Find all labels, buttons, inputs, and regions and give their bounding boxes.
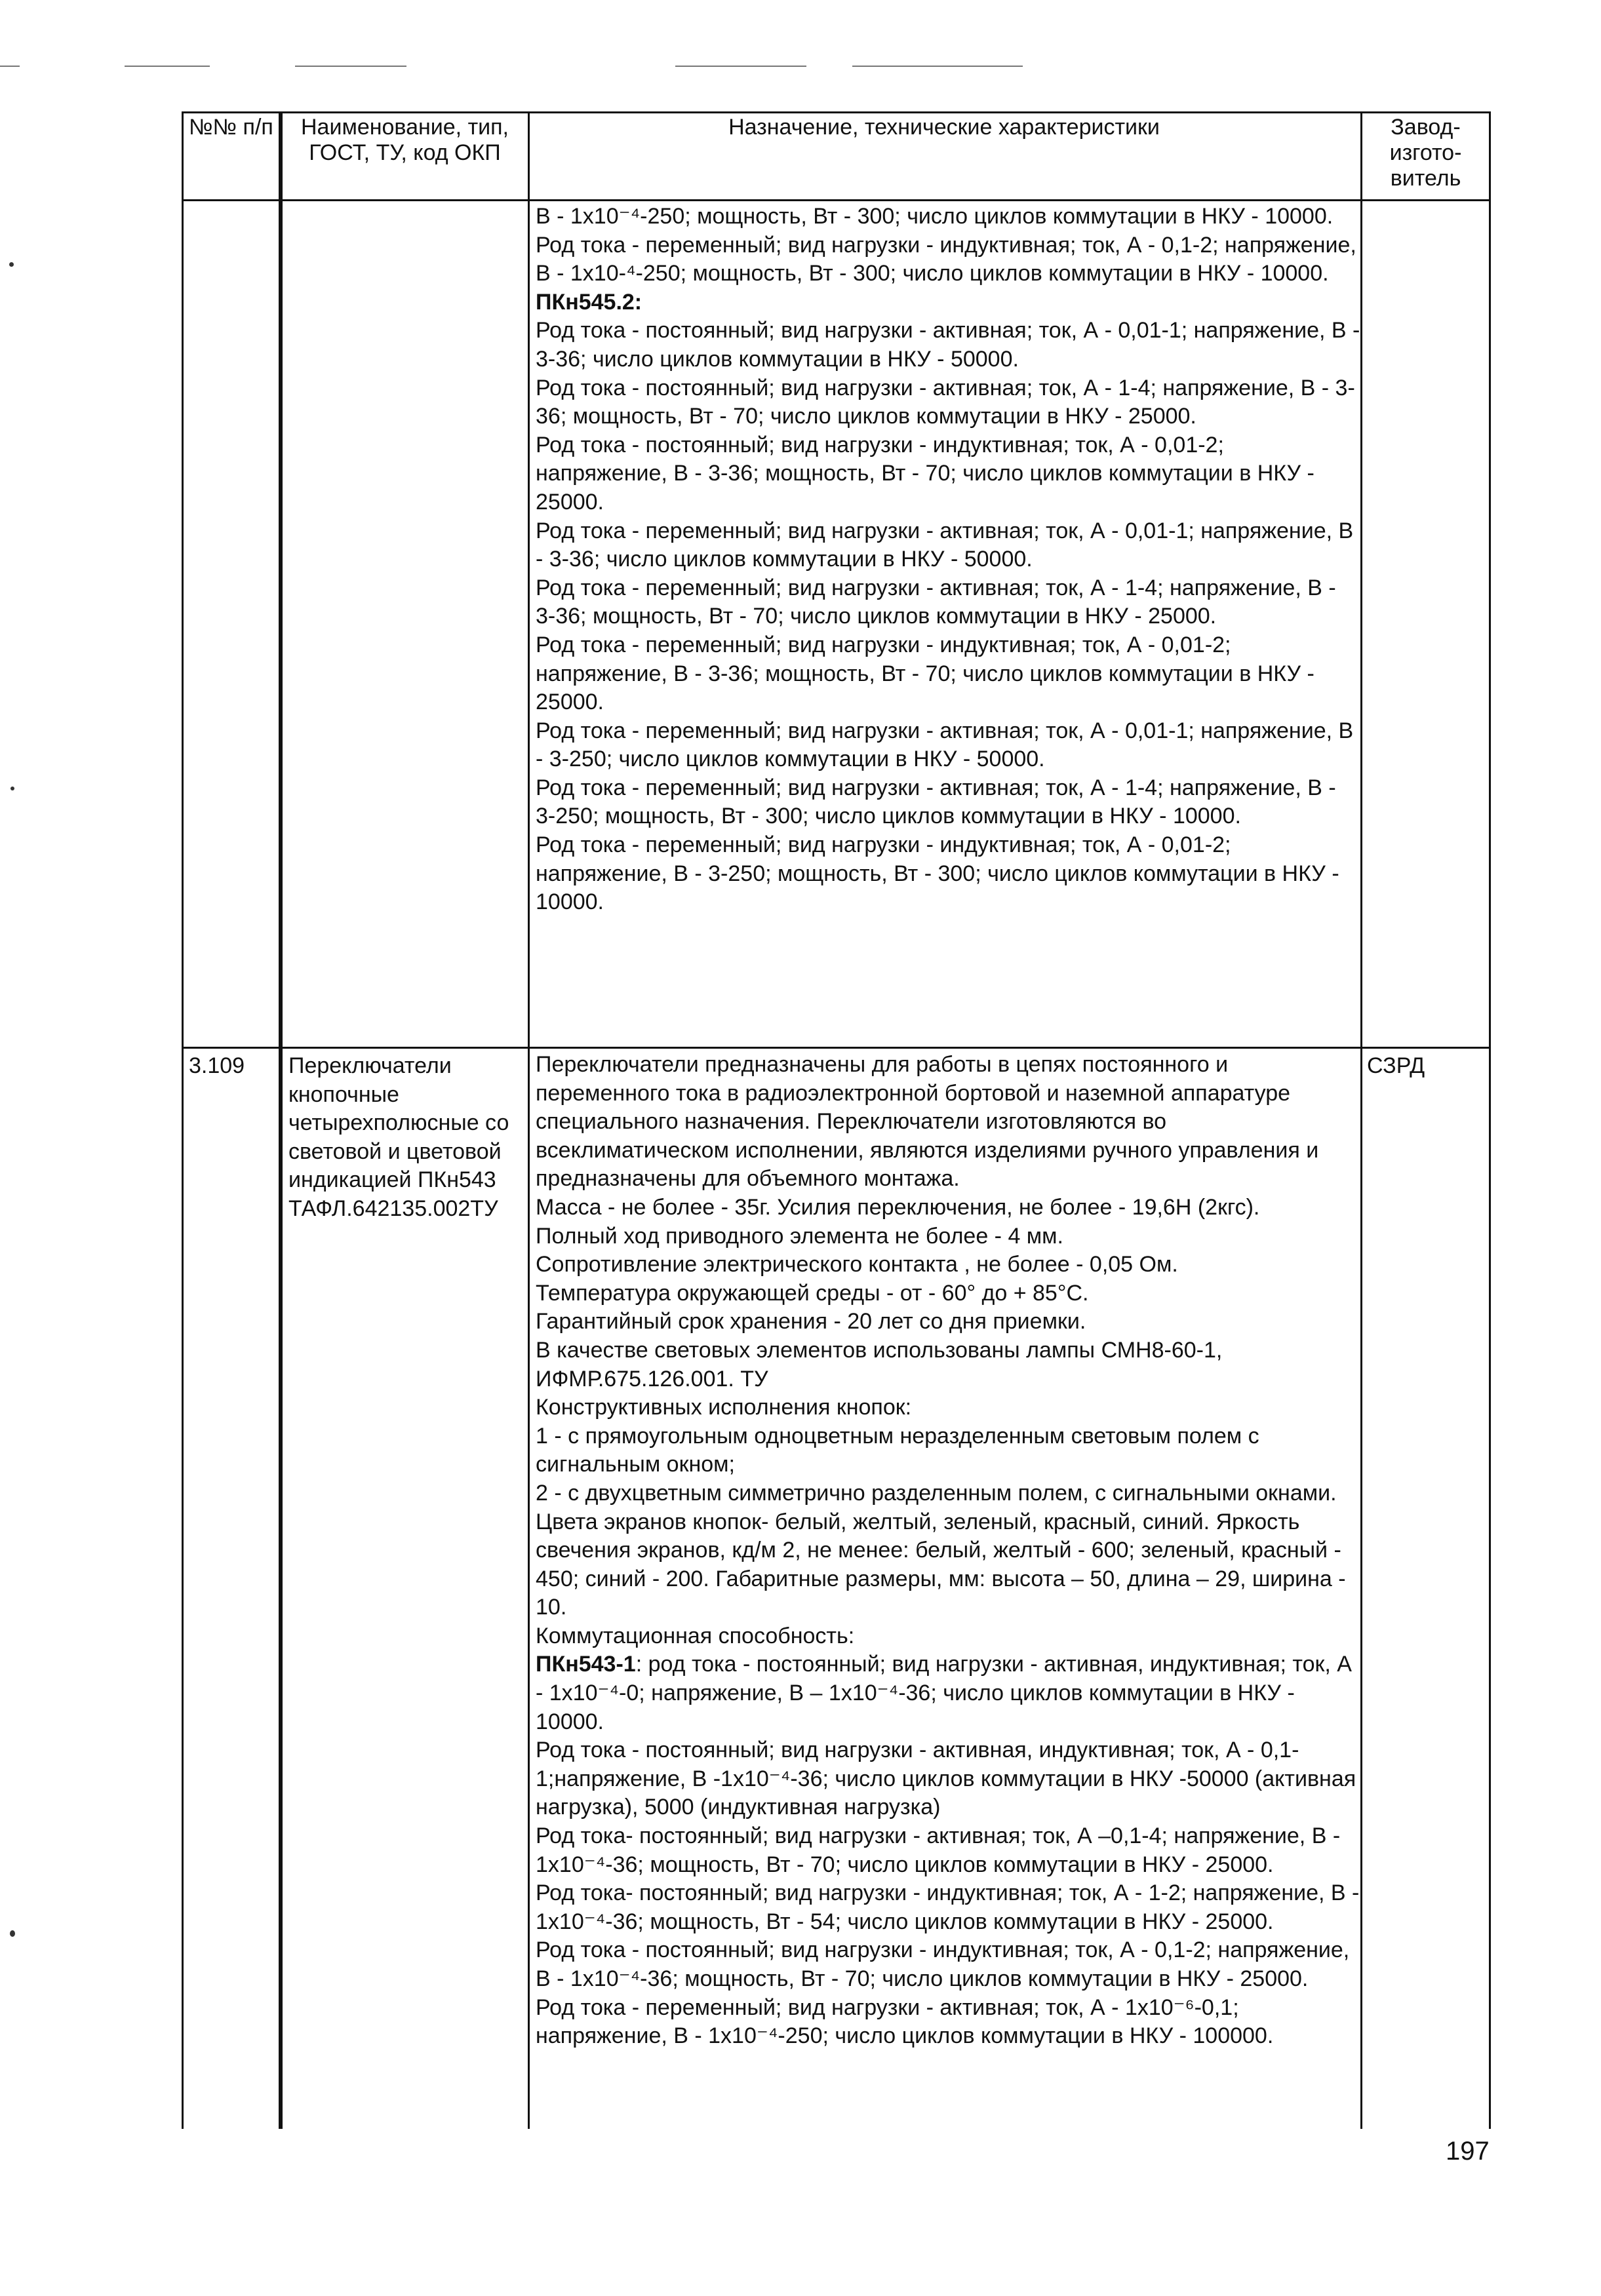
scan-speck — [10, 1930, 15, 1937]
variant-label: ПКн543-1 — [536, 1652, 636, 1677]
desc-paragraph: Род тока- постоянный; вид нагрузки - активная; ток, А –0,1-4; напряжение, В - 1х10⁻⁴-36; мощность, Вт - 70; число циклов коммутации в НКУ - 25000. — [536, 1823, 1341, 1877]
desc-paragraph: В качестве световых элементов использованы лампы СМН8-60-1, ИФМР.675.126.001. ТУ — [536, 1337, 1223, 1391]
desc-paragraph: Род тока - переменный; вид нагрузки - индуктивная; ток, А - 0,1-2; напряжение, В - 1х10-⁴-250; мощность, Вт - 300; число циклов коммутации в НКУ - 10000. — [536, 232, 1356, 286]
scan-artifact-line — [125, 66, 210, 67]
desc-paragraph: Род тока - постоянный; вид нагрузки - индуктивная; ток, А - 0,1-2; напряжение, В - 1х10⁻⁴-36; мощность, Вт - 70; число циклов коммутации в НКУ - 25000. — [536, 1937, 1350, 1991]
desc-paragraph: Род тока - переменный; вид нагрузки - активная; ток, А - 1-4; напряжение, В - 3-36; мощность, Вт - 70; число циклов коммутации в НКУ - 25000. — [536, 575, 1336, 629]
header-col-desc: Назначение, технические характеристики — [728, 115, 1160, 140]
scan-speck — [9, 262, 14, 267]
desc-paragraph: Конструктивных исполнения кнопок: — [536, 1395, 912, 1420]
desc-paragraph: Род тока - переменный; вид нагрузки - активная; ток, А - 0,01-1; напряжение, В - 3-250; число циклов коммутации в НКУ - 50000. — [536, 718, 1354, 772]
scan-artifact-line — [0, 66, 20, 67]
header-col-num: №№ п/п — [189, 115, 273, 140]
desc-paragraph: Род тока - переменный; вид нагрузки - активная; ток, А - 1х10⁻⁶-0,1; напряжение, В - 1х10⁻⁴-250; число циклов коммутации в НКУ - 100000. — [536, 1994, 1274, 2049]
desc-paragraph: Род тока - переменный; вид нагрузки - индуктивная; ток, А - 0,01-2; напряжение, В - 3-36; мощность, Вт - 70; число циклов коммутации в НКУ - 25000. — [536, 632, 1314, 715]
header-bottom-rule — [184, 199, 1489, 201]
scan-artifact-line — [675, 66, 806, 67]
scan-artifact-line — [852, 66, 1023, 67]
desc-paragraph: 1 - с прямоугольным одноцветным неразделенным световым полем с сигнальным окном; — [536, 1423, 1259, 1477]
desc-paragraph: Масса - не более - 35г. Усилия переключения, не более - 19,6Н (2кгс). — [536, 1194, 1260, 1220]
desc-paragraph: Род тока - переменный; вид нагрузки - индуктивная; ток, А - 0,01-2; напряжение, В - 3-250; мощность, Вт - 300; число циклов коммутации в НКУ - 10000. — [536, 832, 1339, 915]
desc-paragraph: Род тока - переменный; вид нагрузки - активная; ток, А - 0,01-1; напряжение, В - 3-36; число циклов коммутации в НКУ - 50000. — [536, 518, 1354, 572]
desc-paragraph: 2 - с двухцветным симметрично разделенным полем, с сигнальными окнами. Цвета экранов кнопок- белый, желтый, зеленый, красный, синий. Яркость свечения экранов, кд/м 2, не менее: белый, желтый - 600; зеленый, красный - 450; синий - 200. Габаритные размеры, мм: высота – 50, длина – 29, ширина - 10. — [536, 1480, 1346, 1620]
desc-paragraph: Полный ход приводного элемента не более - 4 мм. — [536, 1223, 1063, 1249]
desc-paragraph: Род тока - постоянный; вид нагрузки - активная, индуктивная; ток, А - 0,1-1;напряжение, В -1х10⁻⁴-36; число циклов коммутации в НКУ -50000 (активная нагрузка), 5000 (индуктивная нагрузка) — [536, 1738, 1356, 1820]
scan-speck — [10, 787, 14, 790]
row-divider — [184, 1047, 1489, 1049]
main-row-description — [536, 1051, 1362, 2051]
desc-paragraph: Род тока - постоянный; вид нагрузки - активная; ток, А - 1-4; напряжение, В - 3-36; мощность, Вт - 70; число циклов коммутации в НКУ - 25000. — [536, 375, 1355, 429]
spec-table — [182, 111, 1491, 2129]
row-number: 3.109 — [189, 1053, 245, 1078]
header-col-name: Наименование, тип, ГОСТ, ТУ, код ОКП — [300, 115, 509, 165]
desc-paragraph: Сопротивление электрического контакта , не более - 0,05 Ом. — [536, 1252, 1178, 1277]
page-number: 197 — [1446, 2137, 1490, 2166]
desc-paragraph: Род тока - постоянный; вид нагрузки - индуктивная; ток, А - 0,01-2; напряжение, В - 3-36; мощность, Вт - 70; число циклов коммутации в НКУ - 25000. — [536, 432, 1314, 515]
manufacturer: СЗРД — [1367, 1053, 1425, 1078]
header-col-maker: Завод-изгото-витель — [1389, 115, 1462, 191]
desc-paragraph: Гарантийный срок хранения - 20 лет со дня приемки. — [536, 1309, 1086, 1334]
col-divider — [528, 113, 530, 2129]
desc-paragraph: Род тока - постоянный; вид нагрузки - активная; ток, А - 0,01-1; напряжение, В - 3-36; число циклов коммутации в НКУ - 50000. — [536, 318, 1360, 372]
desc-paragraph: Род тока- постоянный; вид нагрузки - индуктивная; ток, А - 1-2; напряжение, В - 1х10⁻⁴-36; мощность, Вт - 54; число циклов коммутации в НКУ - 25000. — [536, 1880, 1360, 1934]
prev-row-description — [536, 203, 1362, 917]
scan-artifact-line — [295, 66, 406, 67]
desc-paragraph: Температура окружающей среды - от - 60° до + 85°С. — [536, 1280, 1089, 1306]
col-divider — [281, 113, 283, 2129]
desc-paragraph: Коммутационная способность: — [536, 1623, 855, 1648]
desc-heading: ПКн545.2: — [536, 289, 642, 315]
desc-paragraph-labeled: ПКн543-1: род тока - постоянный; вид нагрузки - активная, индуктивная; ток, А - 1х10⁻⁴-0; напряжение, В – 1х10⁻⁴-36; число циклов коммутации в НКУ - 10000. — [536, 1652, 1352, 1734]
product-name: Переключатели кнопочные четырехполюсные со световой и цветовой индикацией ПКн543 ТАФЛ.642135.002ТУ — [288, 1053, 509, 1221]
desc-paragraph: В - 1х10⁻⁴-250; мощность, Вт - 300; число циклов коммутации в НКУ - 10000. — [536, 204, 1334, 229]
desc-paragraph: Род тока - переменный; вид нагрузки - активная; ток, А - 1-4; напряжение, В - 3-250; мощность, Вт - 300; число циклов коммутации в НКУ - 10000. — [536, 775, 1336, 829]
desc-paragraph: Переключатели предназначены для работы в цепях постоянного и переменного тока в радиоэлектронной бортовой и наземной аппаратуре специального назначения. Переключатели изготовляются во всеклиматическом исполнении, являются изделиями ручного управления и предназначены для объемного монтажа. — [536, 1052, 1319, 1192]
